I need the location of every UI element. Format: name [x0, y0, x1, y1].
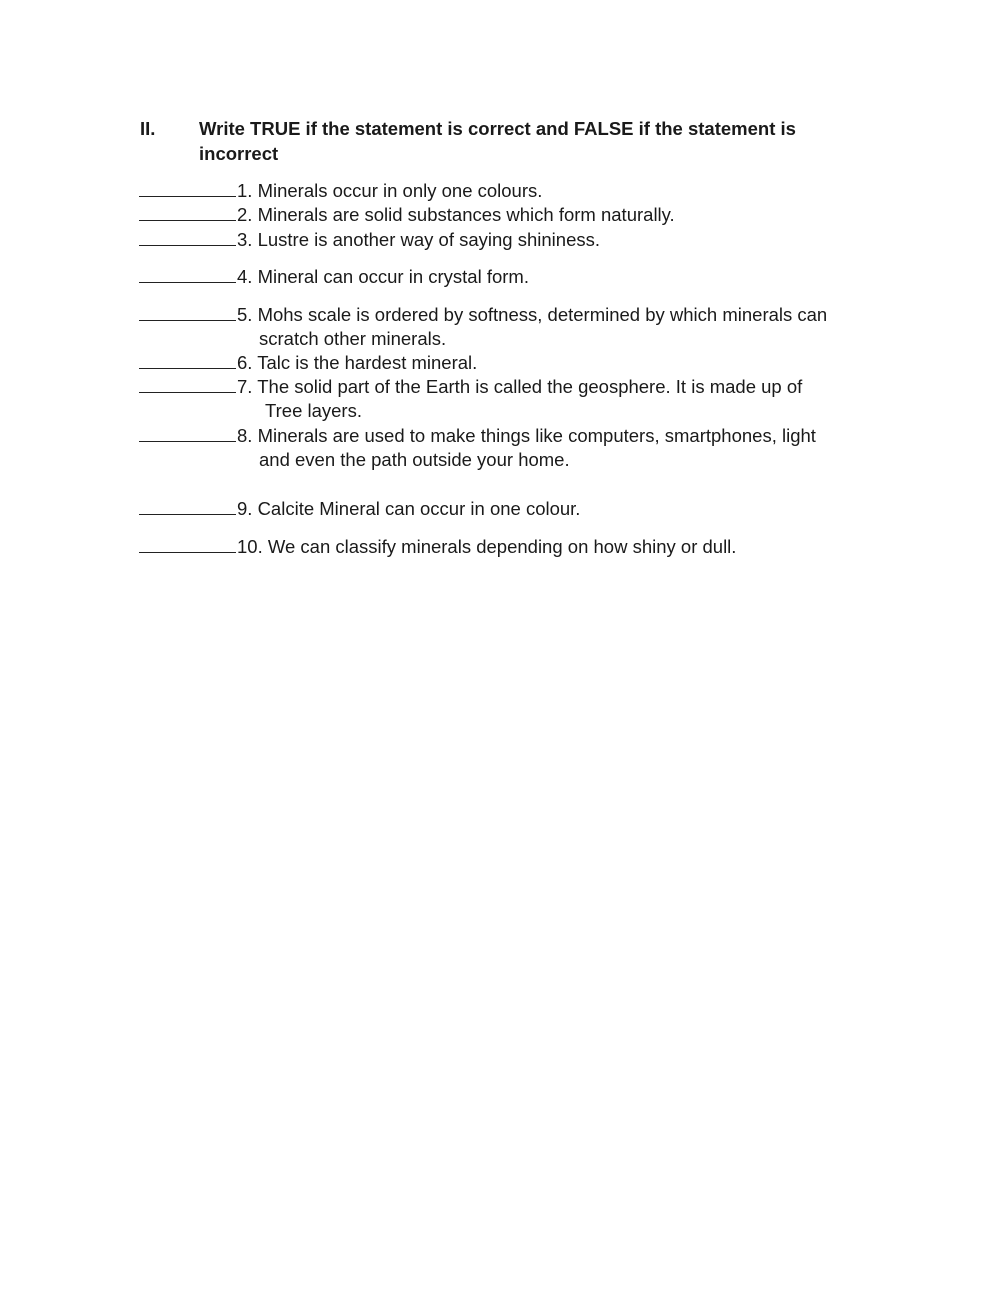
answer-blank-8[interactable] [139, 422, 236, 442]
statement-text-7-continued: Tree layers. [265, 400, 362, 422]
statement-text-9: 9. Calcite Mineral can occur in one colour. [237, 498, 581, 519]
statement-item-8 [139, 422, 879, 472]
statement-item-9 [139, 495, 879, 521]
statement-text-7: 7. The solid part of the Earth is called the geosphere. It is made up of [237, 376, 803, 397]
statement-item-2 [139, 201, 879, 227]
answer-blank-7[interactable] [139, 373, 236, 393]
answer-blank-6[interactable] [139, 349, 236, 369]
answer-blank-2[interactable] [139, 201, 236, 221]
answer-blank-9[interactable] [139, 495, 236, 515]
statement-text-8-continued: and even the path outside your home. [259, 449, 570, 471]
statement-text-10: 10. We can classify minerals depending on how shiny or dull. [237, 536, 737, 557]
answer-blank-10[interactable] [139, 533, 236, 553]
answer-blank-3[interactable] [139, 226, 236, 246]
answer-blank-1[interactable] [139, 177, 236, 197]
statement-text-5-continued: scratch other minerals. [259, 328, 447, 350]
section-instruction: Write TRUE if the statement is correct and FALSE if the statement is incorrect [199, 118, 796, 164]
statement-item-10 [139, 533, 879, 559]
section-number: II. [140, 118, 156, 139]
statement-item-1 [139, 177, 879, 203]
statement-item-5 [139, 301, 879, 351]
answer-blank-5[interactable] [139, 301, 236, 321]
statement-text-5: 5. Mohs scale is ordered by softness, determined by which minerals can [237, 304, 828, 325]
statement-text-3: 3. Lustre is another way of saying shininess. [237, 229, 600, 250]
statement-item-7 [139, 373, 879, 423]
statement-item-6 [139, 349, 879, 375]
statement-text-6: 6. Talc is the hardest mineral. [237, 352, 478, 373]
statement-text-2: 2. Minerals are solid substances which form naturally. [237, 204, 675, 225]
statement-text-1: 1. Minerals occur in only one colours. [237, 180, 543, 201]
statement-text-8: 8. Minerals are used to make things like computers, smartphones, light [237, 425, 816, 446]
statement-item-4 [139, 263, 879, 289]
answer-blank-4[interactable] [139, 263, 236, 283]
statement-item-3 [139, 226, 879, 252]
statement-text-4: 4. Mineral can occur in crystal form. [237, 266, 529, 287]
